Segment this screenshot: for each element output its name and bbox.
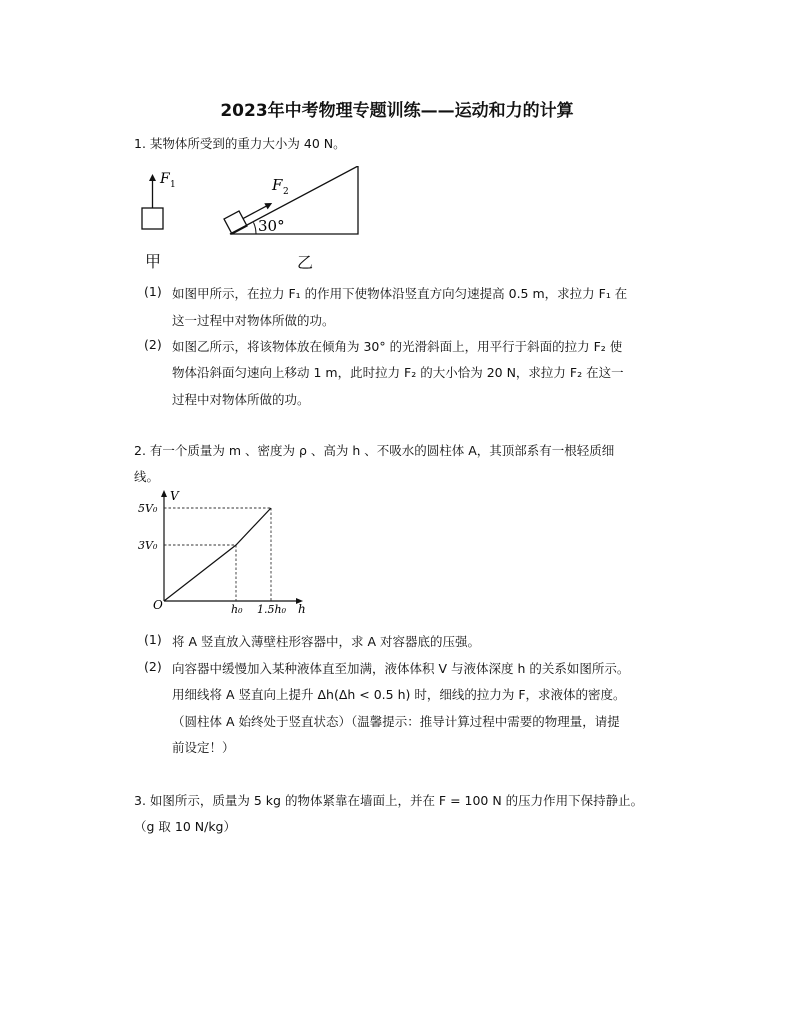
q1-sub2-line: 过程中对物体所做的功。 — [172, 392, 310, 407]
q2-sub2-number: (2) — [144, 659, 162, 674]
question-3-stem: 3. 如图所示，质量为 5 kg 的物体紧靠在墙面上，并在 F = 100 N 的压力作用下保持静止。 — [134, 793, 644, 808]
angle-arc — [254, 223, 257, 235]
box-a — [142, 208, 163, 229]
f2-label: F — [272, 176, 283, 194]
q1-sub1-number: (1) — [144, 284, 162, 299]
q2-sub2-line: 用细线将 A 竖直向上提升 Δh(Δh < 0.5 h) 时，细线的拉力为 F，求液体的密度。 — [172, 687, 626, 702]
y-tick-5v0: 5V₀ — [138, 502, 158, 515]
f1-label: F — [160, 171, 170, 187]
q1-sub1-line: 如图甲所示，在拉力 F₁ 的作用下使物体沿竖直方向匀速提高 0.5 m，求拉力 F₁ 在 — [172, 286, 628, 301]
q1-sub1-line: 这一过程中对物体所做的功。 — [172, 313, 335, 328]
q2-sub1-number: (1) — [144, 632, 162, 647]
y-axis-label: V — [170, 489, 179, 503]
q2-sub2-line: 前设定！） — [172, 740, 235, 755]
origin-label: O — [153, 598, 163, 612]
q1-sub2-line: 物体沿斜面匀速向上移动 1 m，此时拉力 F₂ 的大小恰为 20 N，求拉力 F₂ 在这一 — [172, 365, 624, 380]
question-3-stem: （g 取 10 N/kg） — [134, 819, 236, 834]
caption-jia: 甲 — [145, 252, 162, 271]
volume-depth-graph — [136, 489, 314, 617]
caption-yi: 乙 — [297, 253, 314, 272]
q2-sub2-line: （圆柱体 A 始终处于竖直状态）（温馨提示：推导计算过程中需要的物理量，请提 — [172, 714, 620, 729]
q1-sub2-line: 如图乙所示，将该物体放在倾角为 30° 的光滑斜面上，用平行于斜面的拉力 F₂ 使 — [172, 339, 623, 354]
q2-sub1-line: 将 A 竖直放入薄壁柱形容器中，求 A 对容器底的压强。 — [172, 634, 480, 649]
force-f2-arrowhead — [264, 200, 273, 209]
force-f1-arrowhead — [149, 174, 156, 181]
incline — [230, 166, 358, 234]
x-tick-h0: h₀ — [231, 603, 243, 616]
q2-sub2-line: 向容器中缓慢加入某种液体直至加满，液体体积 V 与液体深度 h 的关系如图所示。 — [172, 661, 630, 676]
q1-sub2-number: (2) — [144, 337, 162, 352]
figure-1 — [136, 166, 366, 244]
f1-subscript: 1 — [170, 180, 176, 190]
question-2-stem: 2. 有一个质量为 m 、密度为 ρ 、高为 h 、不吸水的圆柱体 A，其顶部系有一根轻质细 — [134, 443, 615, 458]
question-2-stem: 线。 — [134, 469, 160, 484]
f2-subscript: 2 — [283, 187, 289, 197]
x-tick-1.5h0: 1.5h₀ — [257, 603, 286, 616]
x-axis-label: h — [298, 602, 306, 616]
question-1-stem: 1. 某物体所受到的重力大小为 40 N。 — [134, 136, 346, 151]
y-axis-arrowhead — [161, 490, 167, 497]
page-title: 2023年中考物理专题训练——运动和力的计算 — [220, 101, 574, 121]
angle-label: 30° — [258, 217, 285, 235]
volume-curve — [164, 508, 271, 601]
y-tick-3v0: 3V₀ — [138, 539, 158, 552]
